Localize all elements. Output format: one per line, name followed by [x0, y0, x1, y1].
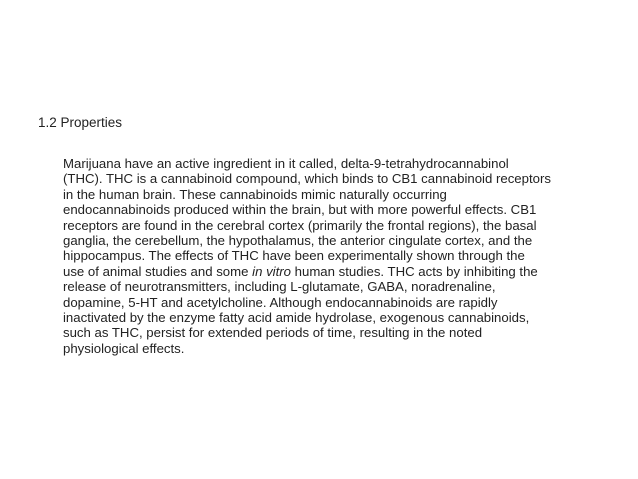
text-segment: human studies. THC acts by inhibiting the — [290, 263, 538, 279]
paragraph-line: (THC). THC is a cannabinoid compound, which binds to CB1 cannabinoid receptors — [63, 171, 551, 187]
paragraph-line: Marijuana have an active ingredient in it called, delta-9-tetrahydrocannabinol — [63, 156, 509, 171]
paragraph-line: endocannabinoids produced within the brain, but with more powerful effects. CB1 — [63, 202, 537, 218]
paragraph-line: in the human brain. These cannabinoids mimic naturally occurring — [63, 186, 447, 202]
section-heading: 1.2 Properties — [38, 115, 123, 130]
paragraph-line: dopamine, 5-HT and acetylcholine. Although endocannabinoids are rapidly — [63, 294, 498, 310]
paragraph-line: receptors are found in the cerebral cortex (primarily the frontal regions), the basal — [63, 217, 537, 233]
text-segment: use of animal studies and some — [63, 263, 253, 279]
paragraph-line: ganglia, the cerebellum, the hypothalamus, the anterior cingulate cortex, and the — [63, 233, 533, 249]
paragraph-line: such as THC, persist for extended periods of time, resulting in the noted — [63, 325, 483, 341]
paragraph-line: hippocampus. The effects of THC have been experimentally shown through the — [63, 248, 525, 264]
paragraph-line: physiological effects. — [63, 340, 185, 356]
paragraph-line: release of neurotransmitters, including L-glutamate, GABA, noradrenaline, — [63, 279, 496, 295]
body-paragraph — [63, 156, 611, 356]
italic-term: in vitro — [252, 263, 291, 279]
paragraph-line: inactivated by the enzyme fatty acid amide hydrolase, exogenous cannabinoids, — [63, 310, 530, 326]
paragraph-line-mixed — [63, 264, 611, 279]
